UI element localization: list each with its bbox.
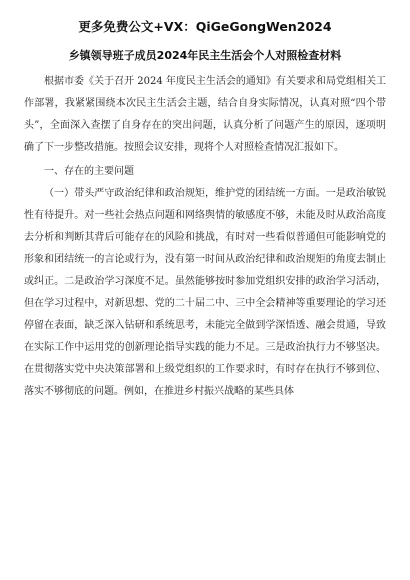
promo-banner: 更多免费公文+VX：QiGeGongWen2024 (78, 19, 332, 34)
document-title: 乡镇领导班子成员2024年民主生活会个人对照检查材料 (68, 49, 342, 62)
intro-paragraph: 根据市委《关于召开 2024 年度民主生活会的通知》有关要求和局党组相关工作部署，我紧紧围绕本次民主生活会主题，结合自身实际情况，认真对照“四个带头”，全面深入查摆了自身存在的突出问题，认真分析了问题产生的原因，逐项明确了下一步整改措施。按照会议安排，现将个人对照检查情况汇报如下。 (24, 76, 386, 153)
section-heading: 一、存在的主要问题 (44, 166, 134, 177)
body-paragraph: （一）带头严守政治纪律和政治规矩，维护党的团结统一方面。一是政治敏锐性有待提升。对一些社会热点问题和网络舆情的敏感度不够，未能及时从政治高度去分析和判断其背后可能存在的风险和挑战，有时对一些看似普通但可能影响党的形象和团结统一的言论或行为，没有第一时间从政治纪律和政治规矩的角度去制止或纠正。二是政治学习深度不足。虽然能够按时参加党组织安排的政治学习活动，但在学习过程中，对新思想、党的二十届二中、三中全会精神等重要理论的学习还停留在表面，缺乏深入钻研和系统思考，未能完全做到学深悟透、融会贯通，导致在实际工作中运用党的创新理论指导实践的能力不足。三是政治执行力不够坚决。在贯彻落实党中央决策部署和上级党组织的工作要求时，有时存在执行不够到位、落实不够彻底的问题。例如，在推进乡村振兴战略的某些具体 (24, 188, 386, 397)
